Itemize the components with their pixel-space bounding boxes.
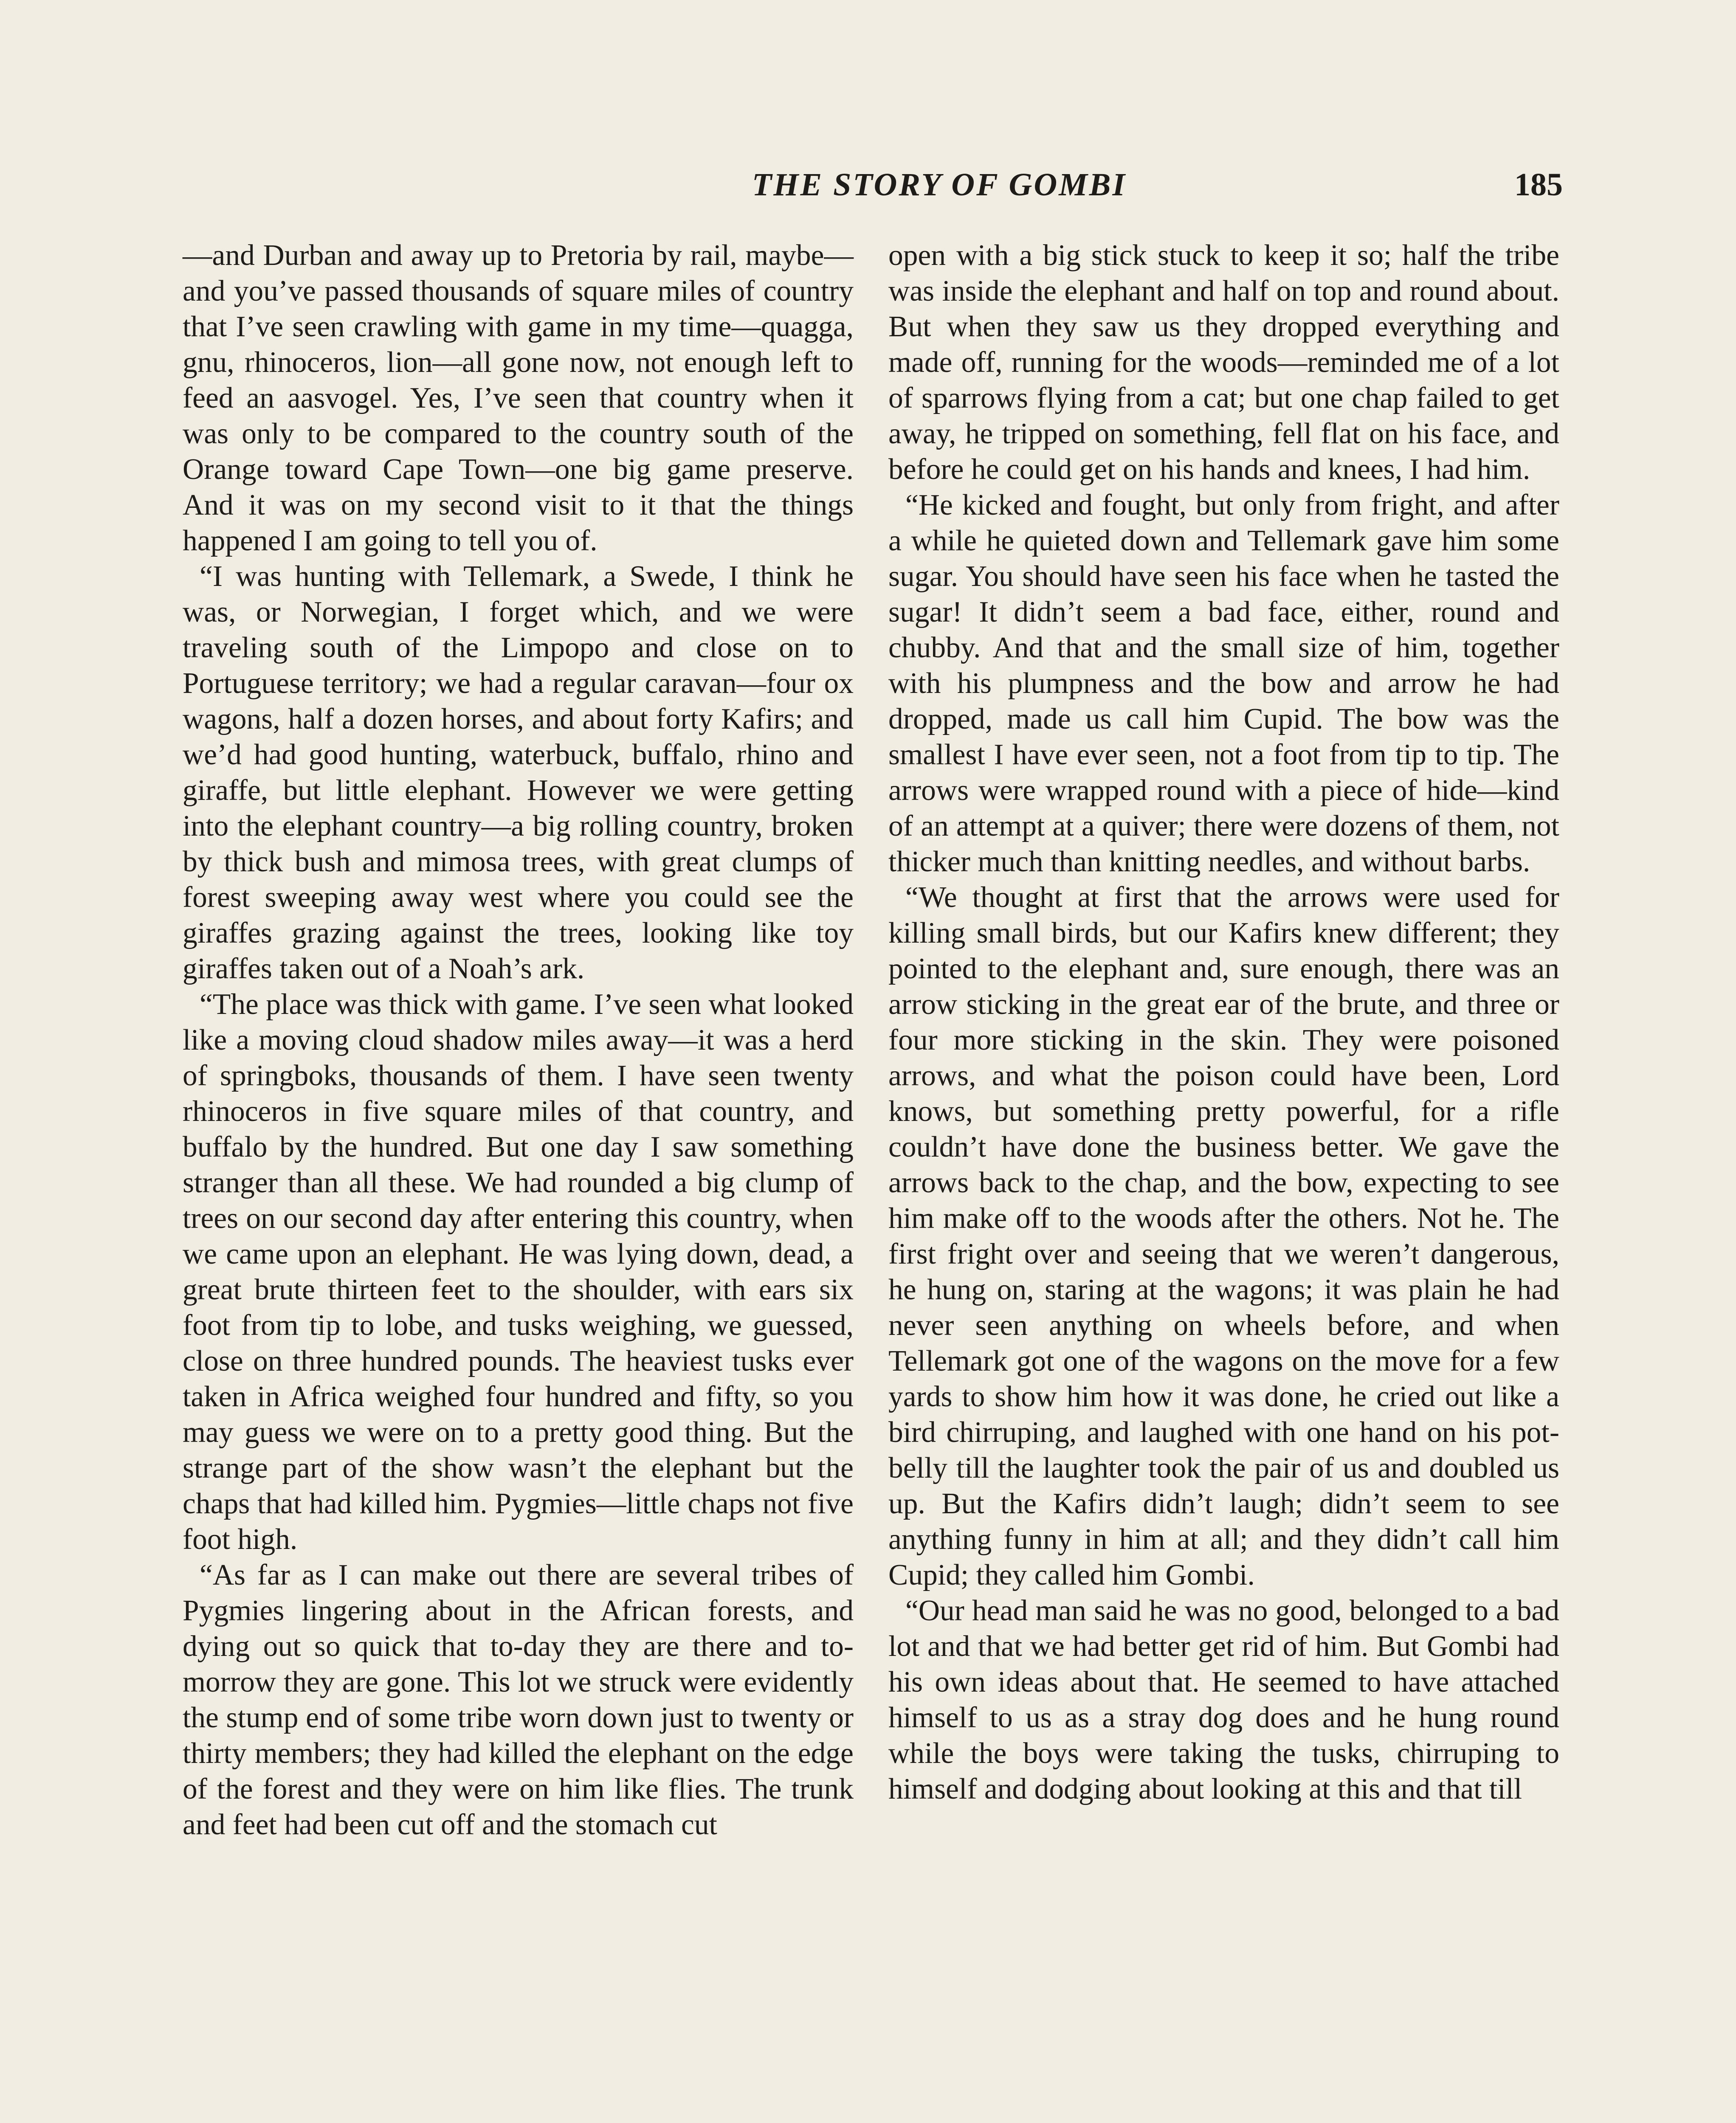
- paragraph: “The place was thick with game. I’ve seen what looked like a moving cloud shadow miles away—it was a herd of springboks, thousands of them. I have seen twenty rhinoceros in five square miles of that country, and buffalo by the hundred. But one day I saw something stranger than all these. We had rounded a big clump of trees on our second day after entering this country, when we came upon an elephant. He was lying down, dead, a great brute thirteen feet to the shoulder, with ears six foot from tip to lobe, and tusks weighing, we guessed, close on three hundred pounds. The heaviest tusks ever taken in Africa weighed four hundred and fifty, so you may guess we were on to a pretty good thing. But the strange part of the show wasn’t the elephant but the chaps that had killed him. Pygmies—little chaps not five foot high.: [183, 988, 854, 1556]
- paragraph: —and Durban and away up to Pretoria by rail, maybe—and you’ve passed thousands of square miles of country that I’ve seen crawling with game in my time—quagga, gnu, rhinoceros, lion—all gone now, not enough left to feed an aasvogel. Yes, I’ve seen that country when it was only to be compared to the country south of the Orange toward Cape Town—one big game preserve. And it was on my second visit to it that the things happened I am going to tell you of.: [183, 239, 854, 557]
- paragraph: “As far as I can make out there are several tribes of Pygmies lingering about in the African forests, and dying out so quick that to-day they are there and to-morrow they are gone. This lot we struck were evidently the stump end of some tribe worn down just to twenty or thirty members; they had killed the elephant on the edge of the forest and they were on him like flies. The trunk and feet had been cut off and the stomach cut: [183, 1559, 854, 1841]
- running-title: THE STORY OF GOMBI: [752, 167, 1127, 203]
- right-text-column: [888, 238, 1559, 1807]
- paragraph: “We thought at first that the arrows were used for killing small birds, but our Kafirs knew different; they pointed to the elephant and, sure enough, there was an arrow sticking in the great ear of the brute, and three or four more sticking in the skin. They were poisoned arrows, and what the poison could have been, Lord knows, but something pretty powerful, for a rifle couldn’t have done the business better. We gave the arrows back to the chap, and the bow, expecting to see him make off to the woods after the others. Not he. The first fright over and seeing that we weren’t dangerous, he hung on, staring at the wagons; it was plain he had never seen anything on wheels before, and when Tellemark got one of the wagons on the move for a few yards to show him how it was done, he cried out like a bird chirruping, and laughed with one hand on his pot-belly till the laughter took the pair of us and doubled us up. But the Kafirs didn’t laugh; didn’t seem to see anything funny in him at all; and they didn’t call him Cupid; they called him Gombi.: [888, 881, 1559, 1591]
- paragraph: “Our head man said he was no good, belonged to a bad lot and that we had better get rid of him. But Gombi had his own ideas about that. He seemed to have attached himself to us as a stray dog does and he hung round while the boys were taking the tusks, chirruping to himself and dodging about looking at this and that till: [888, 1594, 1559, 1805]
- paragraph: “I was hunting with Tellemark, a Swede, I think he was, or Norwegian, I forget which, and we were traveling south of the Limpopo and close on to Portuguese territory; we had a regular caravan—four ox wagons, half a dozen horses, and about forty Kafirs; and we’d had good hunting, waterbuck, buffalo, rhino and giraffe, but little elephant. However we were getting into the elephant country—a big rolling country, broken by thick bush and mimosa trees, with great clumps of forest sweeping away west where you could see the giraffes grazing against the trees, looking like toy giraffes taken out of a Noah’s ark.: [183, 560, 854, 985]
- paragraph: “He kicked and fought, but only from fright, and after a while he quieted down and Tellemark gave him some sugar. You should have seen his face when he tasted the sugar! It didn’t seem a bad face, either, round and chubby. And that and the small size of him, together with his plumpness and the bow and arrow he had dropped, made us call him Cupid. The bow was the smallest I have ever seen, not a foot from tip to tip. The arrows were wrapped round with a piece of hide—kind of an attempt at a quiver; there were dozens of them, not thicker much than knitting needles, and without barbs.: [888, 489, 1559, 878]
- paragraph: open with a big stick stuck to keep it so; half the tribe was inside the elephant and half on top and round about. But when they saw us they dropped everything and made off, running for the woods—reminded me of a lot of sparrows flying from a cat; but one chap failed to get away, he tripped on something, fell flat on his face, and before he could get on his hands and knees, I had him.: [888, 239, 1559, 486]
- page-number: 185: [1514, 167, 1563, 203]
- left-text-column: [183, 238, 854, 1843]
